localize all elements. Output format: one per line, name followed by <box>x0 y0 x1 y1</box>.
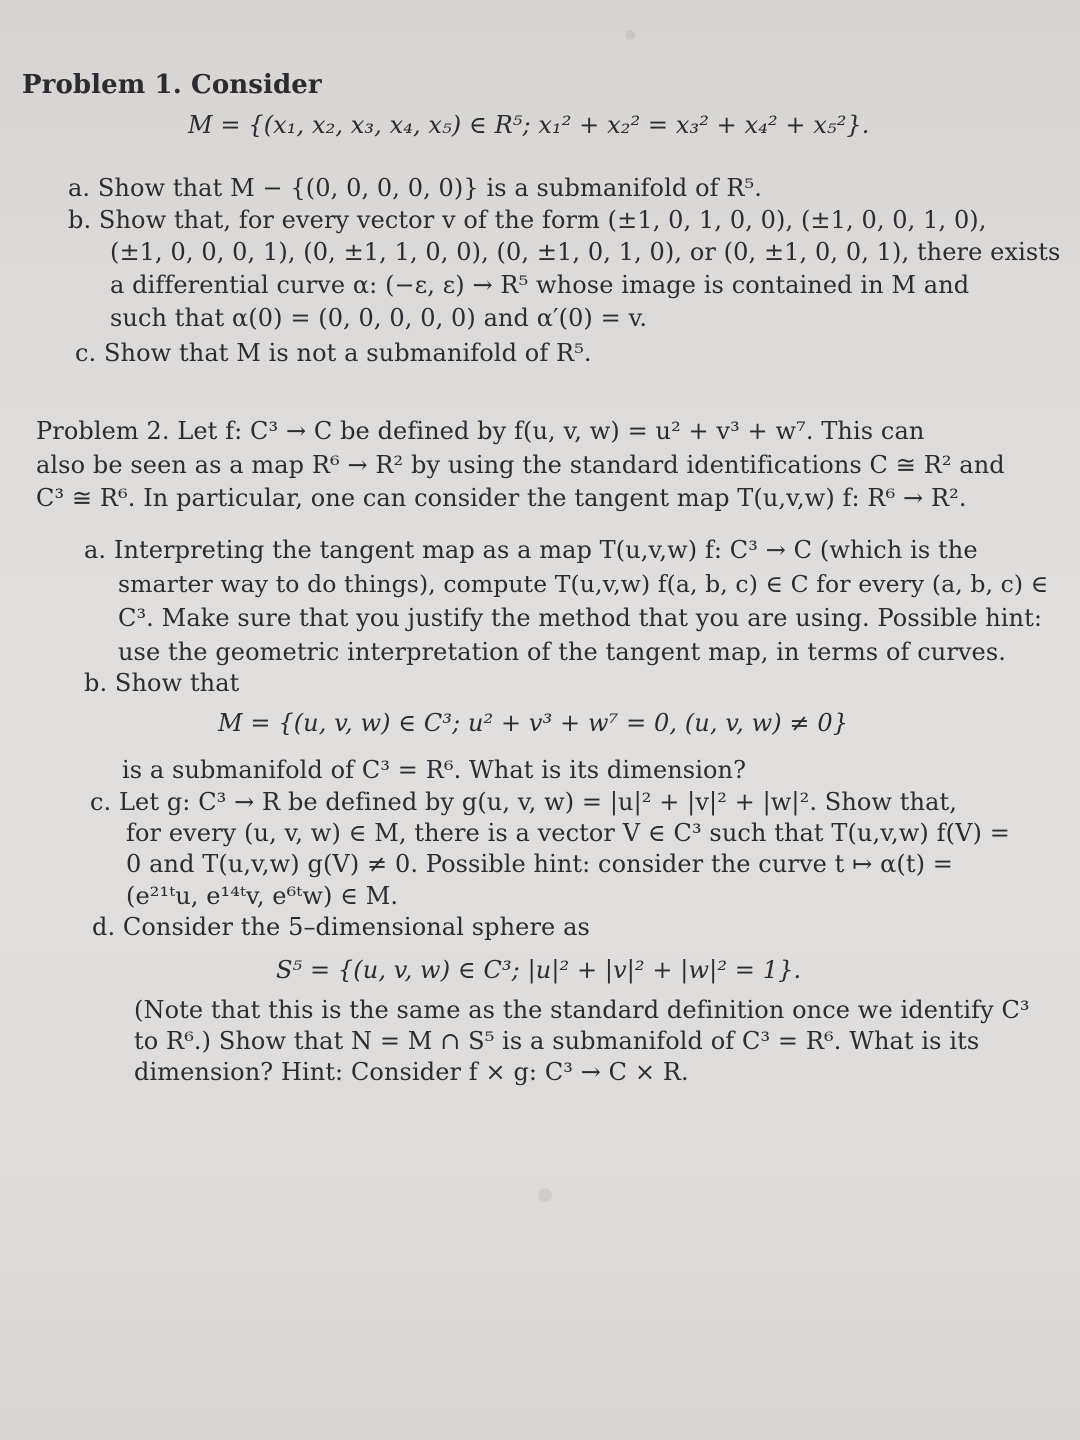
problem2-part-d-head: d. Consider the 5–dimensional sphere as <box>92 913 590 941</box>
problem1-part-b-line4: such that α(0) = (0, 0, 0, 0, 0) and α′(0) = v. <box>110 304 648 332</box>
problem2-part-d-tail-line1: (Note that this is the same as the standard definition once we identify C³ <box>134 996 1030 1024</box>
problem1-part-a: a. Show that M − {(0, 0, 0, 0, 0)} is a submanifold of R⁵. <box>68 174 762 202</box>
problem2-part-a-line4: use the geometric interpretation of the tangent map, in terms of curves. <box>118 638 1006 666</box>
problem2-intro-line1: Problem 2. Let f: C³ → C be defined by f(u, v, w) = u² + v³ + w⁷. This can <box>36 417 925 445</box>
problem2-part-a-line1: a. Interpreting the tangent map as a map T(u,v,w) f: C³ → C (which is the <box>84 536 978 564</box>
problem2-part-d-set: S⁵ = {(u, v, w) ∈ C³; |u|² + |v|² + |w|² = 1}. <box>276 956 802 984</box>
problem1-set-definition: M = {(x₁, x₂, x₃, x₄, x₅) ∈ R⁵; x₁² + x₂² = x₃² + x₄² + x₅²}. <box>188 111 870 139</box>
problem2-intro-line2: also be seen as a map R⁶ → R² by using the standard identifications C ≅ R² and <box>36 451 1005 479</box>
problem2-part-c-line3: 0 and T(u,v,w) g(V) ≠ 0. Possible hint: consider the curve t ↦ α(t) = <box>126 850 953 878</box>
problem2-part-d-tail-line2: to R⁶.) Show that N = M ∩ S⁵ is a submanifold of C³ = R⁶. What is its <box>134 1027 980 1055</box>
problem2-part-c-line2: for every (u, v, w) ∈ M, there is a vector V ∈ C³ such that T(u,v,w) f(V) = <box>126 819 1010 847</box>
problem2-part-b-tail: is a submanifold of C³ = R⁶. What is its dimension? <box>122 756 747 784</box>
problem1-part-b-line1: b. Show that, for every vector v of the form (±1, 0, 1, 0, 0), (±1, 0, 0, 1, 0), <box>68 206 987 234</box>
problem2-intro-line3: C³ ≅ R⁶. In particular, one can consider the tangent map T(u,v,w) f: R⁶ → R². <box>36 484 967 512</box>
problem1-heading: Problem 1. Consider <box>22 70 322 100</box>
problem2-part-a-line3: C³. Make sure that you justify the method that you are using. Possible hint: <box>118 604 1043 632</box>
problem2-part-a-line2: smarter way to do things), compute T(u,v,w) f(a, b, c) ∈ C for every (a, b, c) ∈ <box>118 570 1049 598</box>
problem2-part-b-set: M = {(u, v, w) ∈ C³; u² + v³ + w⁷ = 0, (u, v, w) ≠ 0} <box>218 709 849 737</box>
problem1-part-c: c. Show that M is not a submanifold of R⁵. <box>75 339 592 367</box>
problem2-part-d-tail-line3: dimension? Hint: Consider f × g: C³ → C × R. <box>134 1058 689 1086</box>
smudge-mark <box>538 1188 552 1202</box>
problem1-part-b-line3: a differential curve α: (−ε, ε) → R⁵ whose image is contained in M and <box>110 271 970 299</box>
problem2-part-b-head: b. Show that <box>84 669 240 697</box>
problem2-part-c-line4: (e²¹ᵗu, e¹⁴ᵗv, e⁶ᵗw) ∈ M. <box>126 882 399 910</box>
punch-hole-mark <box>625 30 635 40</box>
problem2-part-c-line1: c. Let g: C³ → R be defined by g(u, v, w) = |u|² + |v|² + |w|². Show that, <box>90 788 957 816</box>
problem1-part-b-line2: (±1, 0, 0, 0, 1), (0, ±1, 1, 0, 0), (0, ±1, 0, 1, 0), or (0, ±1, 0, 0, 1), there exists <box>110 238 1061 266</box>
